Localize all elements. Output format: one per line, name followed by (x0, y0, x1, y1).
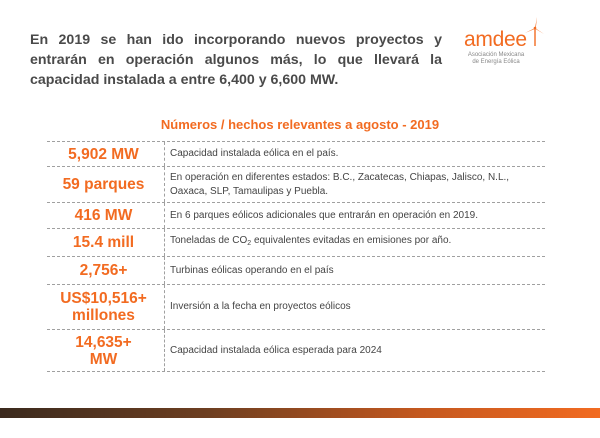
logo-wordmark: amdee (464, 28, 527, 51)
fact-value: 14,635+ MW (75, 333, 132, 368)
fact-description: Capacidad instalada eólica en el país. (164, 142, 545, 166)
table-row (47, 257, 545, 285)
fact-value: 2,756+ (79, 262, 128, 279)
fact-value: 59 parques (62, 176, 145, 193)
table-row (47, 285, 545, 330)
fact-value: 15.4 mill (72, 234, 135, 251)
fact-description: En operación en diferentes estados: B.C., Zacatecas, Chiapas, Jalisco, N.L., Oaxaca, SLP, Tamaulipas y Puebla. (164, 167, 545, 202)
table-row (47, 330, 545, 372)
table-row (47, 167, 545, 203)
fact-description: En 6 parques eólicos adicionales que entrarán en operación en 2019. (164, 203, 545, 228)
table-row (47, 203, 545, 229)
fact-value: US$10,516+ millones (60, 290, 147, 324)
fact-value: 5,902 MW (68, 145, 139, 163)
table-row (47, 141, 545, 167)
facts-table (47, 141, 545, 372)
fact-description: Toneladas de $CO_2$ equivalentes evitadas en emisiones por año. (164, 229, 545, 256)
table-title: Números / hechos relevantes a agosto - 2019 (160, 117, 440, 132)
intro-paragraph: En 2019 se han ido incorporando nuevos proyectos y entrarán en operación algunos más, lo que llevará la capacidad instalada a entre 6,400 y 6,600 MW. (30, 32, 442, 88)
fact-description: Turbinas eólicas operando en el país (164, 257, 545, 284)
fact-value: 416 MW (74, 207, 133, 224)
fact-description: Capacidad instalada eólica esperada para 2024 (164, 330, 545, 371)
footer-gradient-bar (0, 408, 600, 418)
logo-subtitle: Asociación Mexicana de Energía Eólica (467, 52, 525, 65)
fact-description: Inversión a la fecha en proyectos eólicos (164, 285, 545, 329)
table-row (47, 229, 545, 257)
amdee-logo (460, 14, 570, 72)
wind-turbine-icon (523, 16, 547, 46)
